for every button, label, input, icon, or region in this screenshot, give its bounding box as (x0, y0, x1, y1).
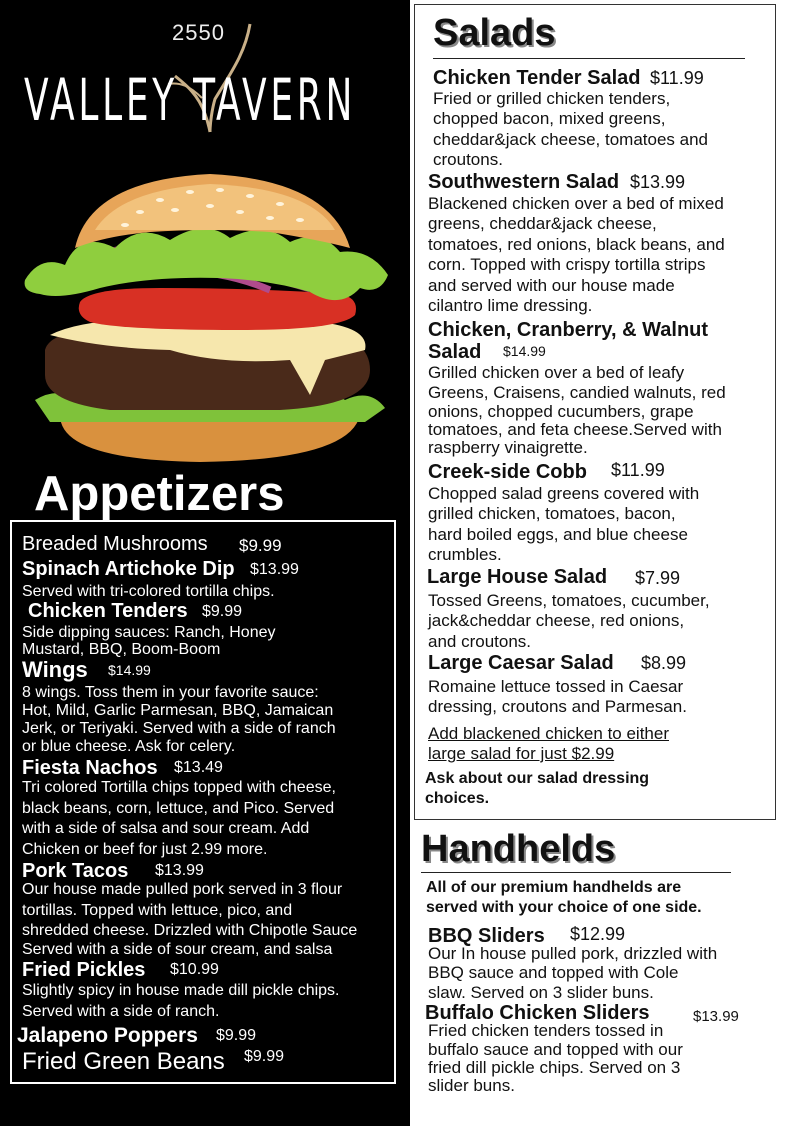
salad-price: $7.99 (635, 568, 681, 588)
burger-image (20, 170, 395, 465)
salad-name: Large House Salad (427, 566, 608, 588)
salads-title-rule (433, 58, 745, 59)
salad-desc: cheddar&jack cheese, tomatoes and (433, 130, 709, 149)
salad-name: Chicken, Cranberry, & Walnut (428, 319, 709, 341)
handheld-price: $13.99 (693, 1008, 739, 1025)
salad-price: $11.99 (650, 68, 704, 88)
handheld-desc: Fried chicken tenders tossed in (428, 1021, 664, 1040)
appetizer-desc: or blue cheese. Ask for celery. (22, 738, 236, 755)
appetizers-title: Appetizers (34, 467, 285, 521)
salad-name: Chicken Tender Salad (433, 67, 641, 89)
salad-desc: hard boiled eggs, and blue cheese (428, 525, 688, 544)
handheld-name: BBQ Sliders (428, 925, 545, 947)
handheld-desc: fried dill pickle chips. Served on 3 (428, 1058, 681, 1077)
appetizer-price: $9.99 (216, 1027, 257, 1044)
appetizer-name: Fried Green Beans (22, 1048, 225, 1075)
salad-desc: and croutons. (428, 632, 532, 651)
appetizer-desc: Served with tri-colored tortilla chips. (22, 583, 275, 600)
appetizer-desc: tortillas. Topped with lettuce, pico, and (22, 902, 293, 919)
handhelds-title-rule (421, 872, 731, 873)
salad-desc: Fried or grilled chicken tenders, (433, 89, 671, 108)
salad-desc: chopped bacon, mixed greens, (433, 109, 666, 128)
salad-desc: croutons. (433, 150, 503, 169)
appetizer-desc: Slightly spicy in house made dill pickle chips. (22, 982, 340, 999)
handheld-name: Buffalo Chicken Sliders (425, 1002, 650, 1024)
appetizer-name: Pork Tacos (22, 860, 129, 882)
appetizer-price: $13.99 (250, 561, 299, 578)
appetizer-price: $9.99 (239, 536, 282, 555)
salads-title: Salads (433, 12, 556, 54)
handheld-desc: Our In house pulled pork, drizzled with (428, 944, 718, 963)
salad-desc: grilled chicken, tomatoes, bacon, (428, 504, 676, 523)
handhelds-intro: served with your choice of one side. (426, 899, 702, 916)
appetizer-desc: 8 wings. Toss them in your favorite sauce: (22, 684, 319, 701)
appetizer-desc: Served with a side of ranch. (22, 1003, 220, 1020)
appetizer-price: $9.99 (244, 1048, 285, 1065)
dressing-note: choices. (425, 790, 490, 807)
salad-desc: tomatoes, and feta cheese.Served with (428, 420, 722, 439)
appetizer-desc: Chicken or beef for just 2.99 more. (22, 841, 268, 858)
handheld-desc: slider buns. (428, 1076, 515, 1095)
appetizer-name: Spinach Artichoke Dip (22, 558, 235, 580)
salad-price: $8.99 (641, 653, 687, 673)
handheld-desc: BBQ sauce and topped with Cole (428, 963, 679, 982)
appetizer-name: Fried Pickles (22, 959, 146, 981)
salad-desc: Romaine lettuce tossed in Caesar (428, 677, 684, 696)
appetizer-price: $13.99 (155, 862, 204, 879)
salad-desc: jack&cheddar cheese, red onions, (428, 611, 685, 630)
salad-desc: corn. Topped with crispy tortilla strips (428, 255, 706, 274)
salad-desc: Tossed Greens, tomatoes, cucumber, (428, 591, 710, 610)
appetizer-price: $9.99 (202, 603, 243, 620)
appetizer-price: $13.49 (174, 759, 223, 776)
salad-desc: raspberry vinaigrette. (428, 438, 588, 457)
salad-desc: greens, cheddar&jack cheese, (428, 214, 657, 233)
salad-name: Southwestern Salad (428, 171, 620, 193)
appetizer-name: Chicken Tenders (28, 600, 188, 622)
logo-number: 2550 (172, 20, 225, 45)
salad-desc: Chopped salad greens covered with (428, 484, 700, 503)
blackened-chicken-note: large salad for just $2.99 (428, 744, 615, 763)
appetizer-desc: shredded cheese. Drizzled with Chipotle Sauce (22, 922, 358, 939)
salad-price: $14.99 (503, 343, 546, 359)
appetizer-name: Fiesta Nachos (22, 757, 158, 779)
salad-desc: and served with our house made (428, 276, 675, 295)
salad-desc: Greens, Craisens, candied walnuts, red (428, 383, 726, 402)
handheld-price: $12.99 (570, 924, 626, 944)
appetizer-desc: with a side of salsa and sour cream. Add (22, 820, 310, 837)
salad-name: Creek-side Cobb (428, 461, 587, 483)
appetizer-desc: Side dipping sauces: Ranch, Honey (22, 624, 276, 641)
salad-price: $13.99 (630, 172, 686, 192)
appetizer-desc: Served with a side of sour cream, and salsa (22, 941, 333, 958)
salad-name: Large Caesar Salad (428, 652, 614, 674)
appetizer-price: $10.99 (170, 961, 219, 978)
appetizer-desc: Our house made pulled pork served in 3 flour (22, 881, 343, 898)
handheld-desc: slaw. Served on 3 slider buns. (428, 983, 654, 1002)
salad-price: $11.99 (611, 460, 665, 480)
salad-desc: dressing, croutons and Parmesan. (428, 697, 687, 716)
logo-name: VALLEY TAVERN (24, 66, 357, 134)
appetizer-name: Wings (22, 657, 88, 682)
salad-desc: crumbles. (428, 545, 502, 564)
appetizer-desc: Mustard, BBQ, Boom-Boom (22, 641, 221, 658)
appetizer-desc: Hot, Mild, Garlic Parmesan, BBQ, Jamaican (22, 702, 334, 719)
dressing-note: Ask about our salad dressing (425, 770, 650, 787)
handhelds-title: Handhelds (421, 828, 616, 870)
salad-name: Salad (428, 341, 482, 363)
blackened-chicken-note: Add blackened chicken to either (428, 724, 669, 743)
salad-desc: cilantro lime dressing. (428, 296, 593, 315)
appetizer-desc: black beans, corn, lettuce, and Pico. Served (22, 800, 335, 817)
appetizer-name: Jalapeno Poppers (17, 1024, 198, 1047)
appetizer-name: Breaded Mushrooms (22, 533, 208, 555)
appetizer-desc: Jerk, or Teriyaki. Served with a side of ranch (22, 720, 336, 737)
salad-desc: tomatoes, red onions, black beans, and (428, 235, 725, 254)
salad-desc: Grilled chicken over a bed of leafy (428, 363, 685, 382)
salad-desc: onions, chopped cucumbers, grape (428, 402, 694, 421)
handheld-desc: buffalo sauce and topped with our (428, 1040, 683, 1059)
handhelds-intro: All of our premium handhelds are (426, 879, 682, 896)
salad-desc: Blackened chicken over a bed of mixed (428, 194, 724, 213)
appetizer-desc: Tri colored Tortilla chips topped with cheese, (22, 779, 336, 796)
appetizer-price: $14.99 (108, 662, 151, 678)
